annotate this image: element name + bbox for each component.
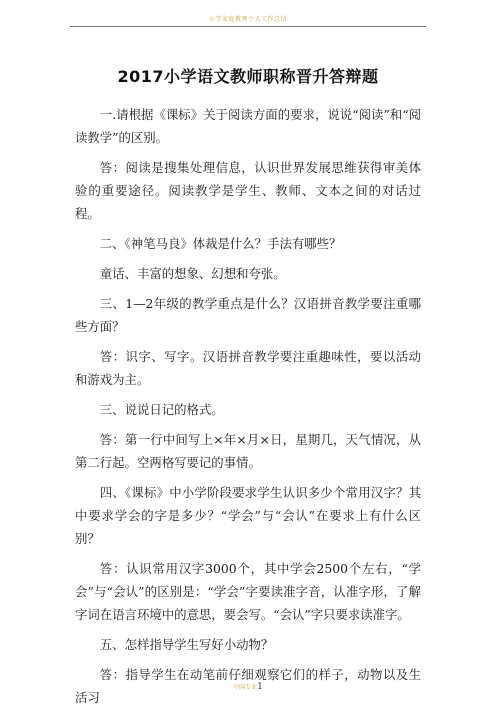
page-footer xyxy=(0,682,496,692)
answer-3: 答：识字、写字。汉语拼音教学要注重趣味性，要以活动和游戏为主。 xyxy=(75,348,421,387)
question-1: 一.请根据《课标》关于阅读方面的要求，说说“阅读”和“阅读教学”的区别。 xyxy=(75,107,421,146)
document-title: 2017小学语文教师职称晋升答辩题 xyxy=(117,67,379,86)
answer-3b: 答：第一行中间写上×年×月×日，星期几，天气情况，从第二行起。空两格写要记的事情。 xyxy=(75,431,421,470)
question-5: 五、怎样指导学生写好小动物？ xyxy=(99,637,274,652)
answer-4: 答：认识常用汉字3000个，其中学会2500个左右，“学会”与“会认”的区别是：“学会”字要读准字音，认准字形，了解字词在语言环境中的意思，要会写。“会认”字只要求读准字。 xyxy=(75,560,421,623)
footer-label: 中国专业 xyxy=(233,684,258,691)
answer-2: 童话、丰富的想象、幻想和夸张。 xyxy=(99,266,286,281)
question-2: 二、《神笔马良》体裁是什么？手法有哪些？ xyxy=(99,236,342,252)
question-3: 三、1—2年级的教学重点是什么？汉语拼音教学要注重哪些方面？ xyxy=(75,295,421,334)
running-header: 小学家庭教师个人工作总结 xyxy=(208,16,287,23)
document-body xyxy=(75,103,421,716)
question-3b: 三、说说日记的格式。 xyxy=(99,401,224,417)
question-4: 四、《课标》中小学阶段要求学生认识多少个常用汉字？其中要求学会的字是多少？“学会”与“会认”在要求上有什么区别？ xyxy=(75,484,421,546)
answer-1: 答：阅读是搜集处理信息，认识世界发展思维获得审美体验的重要途径。阅读教学是学生、教师、文本之间的对话过程。 xyxy=(75,160,421,222)
header-divider xyxy=(70,26,426,27)
page-number: 1 xyxy=(257,682,263,692)
answer-5: 答：指导学生在动笔前仔细观察它们的样子，动物以及生活习 xyxy=(75,666,421,705)
